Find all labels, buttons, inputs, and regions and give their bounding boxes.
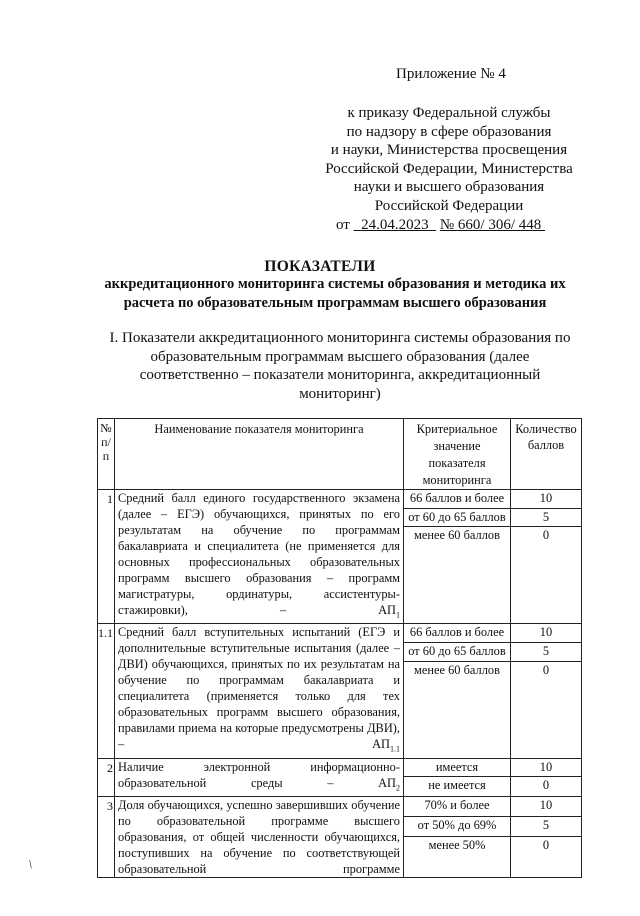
criteria-value: имеется (404, 758, 511, 776)
table-row (98, 797, 582, 817)
table-row (98, 624, 582, 643)
points-value: 5 (511, 817, 582, 837)
criteria-value: от 60 до 65 баллов (404, 643, 511, 662)
row-number: 1 (98, 490, 115, 624)
order-line: Российской Федерации (374, 197, 524, 214)
document-subtitle: аккредитационного мониторинга системы образования и методика их расчета по образовательным программам высшего образования (104, 276, 566, 311)
indicators-table (97, 418, 582, 878)
points-value: 10 (511, 624, 582, 643)
order-line: по надзору в сфере образования (346, 123, 552, 140)
order-reference (316, 104, 582, 234)
indicator-name: Средний балл единого государственного экзамена (далее – ЕГЭ) обучающихся, принятых по его результатам на обучение по программам бакалавриата и специалитета (не применяется для основных профессиональных образовательных программ высшего образования – программ магистратуры, ординатуры, ассистентуры-стажировки), – $АП_1$ (115, 490, 404, 624)
criteria-value: 70% и более (404, 797, 511, 817)
indicator-name: Средний балл вступительных испытаний (ЕГЭ и дополнительные вступительные испытания (далее – ДВИ) обучающихся, принятых по их результатам на обучение по программам бакалавриата и специалитета (применяется только для тех образовательных программ высшего образования, правилами приема на которые предусмотрены ДВИ), – $АП_{1.1}$ (115, 624, 404, 758)
appendix-title: Приложение № 4 (396, 66, 506, 82)
points-value: 0 (511, 527, 582, 624)
table-row (98, 758, 582, 776)
row-number: 2 (98, 758, 115, 796)
criteria-value: менее 50% (404, 836, 511, 878)
order-line: Российской Федерации, Министерства (325, 160, 573, 177)
header-points: Количество баллов (511, 419, 582, 490)
header-criteria: Критериальное значение показателя мониторинга (404, 419, 511, 490)
points-value: 5 (511, 643, 582, 662)
criteria-value: 66 баллов и более (404, 624, 511, 643)
criteria-value: менее 60 баллов (404, 527, 511, 624)
indicator-name: Наличие электронной информационно-образовательной среды – $АП_2$ (115, 758, 404, 796)
points-value: 10 (511, 758, 582, 776)
points-value: 10 (511, 797, 582, 817)
points-value: 0 (511, 777, 582, 797)
section-heading: I. Показатели аккредитационного мониторинга системы образования по образовательным программам высшего образования (далее соответственно – показатели мониторинга, аккредитационный мониторинг) (109, 330, 571, 402)
points-value: 0 (511, 661, 582, 758)
date-prefix: от (336, 216, 350, 233)
order-line: науки и высшего образования (353, 179, 545, 196)
indicator-name: Доля обучающихся, успешно завершивших обучение по образовательной программе высшего образования, от общей численности обучающихся, поступивших на обучение по соответствующей образовательной программе (115, 797, 404, 878)
order-date-line (316, 216, 582, 235)
margin-mark: / (25, 857, 36, 871)
header-name: Наименование показателя мониторинга (115, 419, 404, 490)
table-row (98, 490, 582, 509)
points-value: 5 (511, 508, 582, 527)
criteria-value: менее 60 баллов (404, 661, 511, 758)
header-num: № п/п (98, 419, 115, 490)
criteria-value: от 50% до 69% (404, 817, 511, 837)
order-line: к приказу Федеральной службы (347, 105, 551, 121)
criteria-value: от 60 до 65 баллов (404, 508, 511, 527)
table-header-row (98, 419, 582, 490)
points-value: 10 (511, 490, 582, 509)
order-line: и науки, Министерства просвещения (330, 142, 568, 159)
points-value: 0 (511, 836, 582, 878)
document-title: ПОКАЗАТЕЛИ (264, 258, 376, 275)
row-number: 3 (98, 797, 115, 878)
criteria-value: не имеется (404, 777, 511, 797)
criteria-value: 66 баллов и более (404, 490, 511, 509)
order-number: № 660/ 306/ 448 (439, 216, 542, 233)
order-date: 24.04.2023 (361, 216, 429, 233)
row-number: 1.1 (98, 624, 115, 758)
